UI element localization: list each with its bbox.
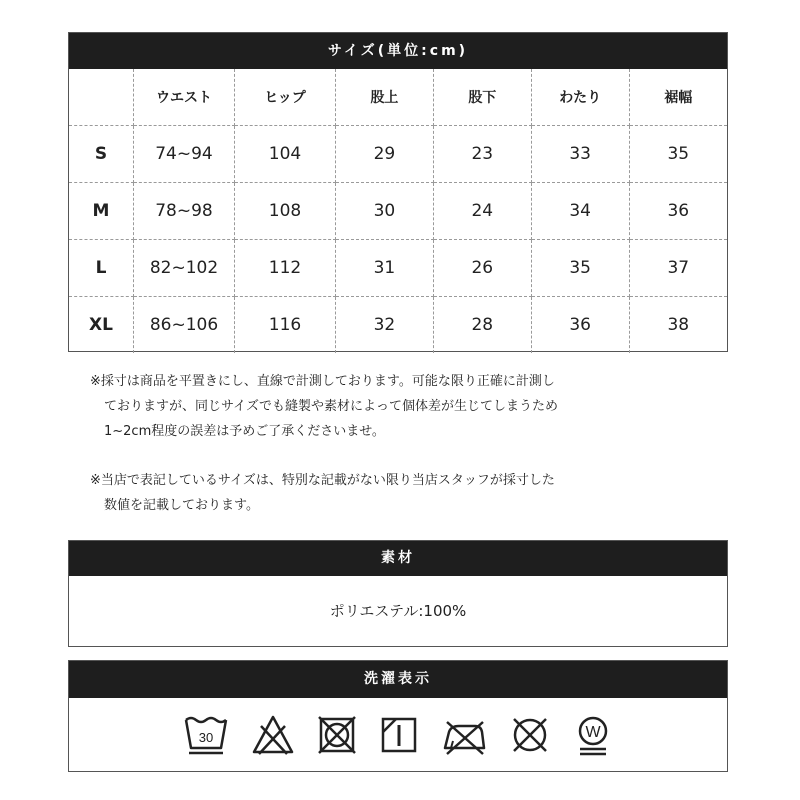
table-cell: 78~98 <box>134 183 235 240</box>
table-cell: 104 <box>235 126 336 183</box>
wet-clean-gentle-icon <box>573 714 613 758</box>
wash-30-icon <box>183 714 229 756</box>
column-header-rise: 股上 <box>336 69 434 126</box>
care-icons-row <box>69 698 727 758</box>
material-text: ポリエステル:100% <box>329 602 467 620</box>
column-header-thigh: わたり <box>531 69 629 126</box>
table-cell: 38 <box>667 315 690 335</box>
material-section <box>68 540 728 647</box>
column-header-hip: ヒップ <box>235 69 336 126</box>
care-section <box>68 660 728 772</box>
table-cell: 82~102 <box>134 240 235 297</box>
column-header-waist: ウエスト <box>134 69 235 126</box>
care-title: 洗濯表示 <box>69 661 727 698</box>
table-cell: 32 <box>336 297 434 354</box>
wash-temp-label: 30 <box>198 730 214 745</box>
table-cell: 26 <box>433 240 531 297</box>
table-cell: 108 <box>235 183 336 240</box>
table-cell: 35 <box>531 240 629 297</box>
table-cell: 31 <box>336 240 434 297</box>
size-label: S <box>69 126 134 183</box>
no-iron-icon <box>441 714 487 756</box>
table-cell: 30 <box>336 183 434 240</box>
no-bleach-icon <box>251 714 295 756</box>
table-cell: 28 <box>433 297 531 354</box>
table-row <box>69 240 727 297</box>
column-header-hem: 裾幅 <box>629 69 727 126</box>
size-table-header-row <box>69 69 727 126</box>
table-row <box>69 126 727 183</box>
note-line: 1~2cm程度の誤差は予めご了承くださいませ。 <box>104 424 385 439</box>
table-cell: 24 <box>433 183 531 240</box>
no-dry-clean-icon <box>509 714 551 756</box>
note-line: ておりますが、同じサイズでも縫製や素材によって個体差が生じてしまうため <box>104 399 558 414</box>
drip-dry-shade-icon <box>379 714 419 756</box>
size-label: M <box>69 183 134 240</box>
size-label: L <box>69 240 134 297</box>
table-cell: 112 <box>235 240 336 297</box>
table-cell: 36 <box>531 297 629 354</box>
size-table-title: サイズ(単位:cm) <box>69 33 727 69</box>
table-cell: 36 <box>629 183 727 240</box>
table-cell: 86~106 <box>134 297 235 354</box>
size-note <box>90 468 730 518</box>
column-header-inseam: 股下 <box>433 69 531 126</box>
table-cell: 37 <box>629 240 727 297</box>
no-tumble-dry-icon <box>317 714 357 756</box>
table-cell: 29 <box>336 126 434 183</box>
wet-clean-letter: W <box>585 724 601 741</box>
size-section <box>68 32 728 352</box>
table-cell: 33 <box>531 126 629 183</box>
table-cell: 23 <box>433 126 531 183</box>
measurement-note <box>90 369 730 444</box>
table-cell: 116 <box>235 297 336 354</box>
material-title: 素材 <box>69 541 727 576</box>
table-cell: 74~94 <box>134 126 235 183</box>
table-cell: 35 <box>629 126 727 183</box>
table-row <box>69 297 727 354</box>
size-label: XL <box>69 297 134 354</box>
corner-cell <box>69 69 134 126</box>
note-line: ※採寸は商品を平置きにし、直線で計測しております。可能な限り正確に計測し <box>90 374 555 389</box>
table-row <box>69 183 727 240</box>
note-line: ※当店で表記しているサイズは、特別な記載がない限り当店スタッフが採寸した <box>90 473 555 488</box>
note-line: 数値を記載しております。 <box>104 498 259 513</box>
table-cell: 34 <box>531 183 629 240</box>
size-table <box>69 69 727 353</box>
